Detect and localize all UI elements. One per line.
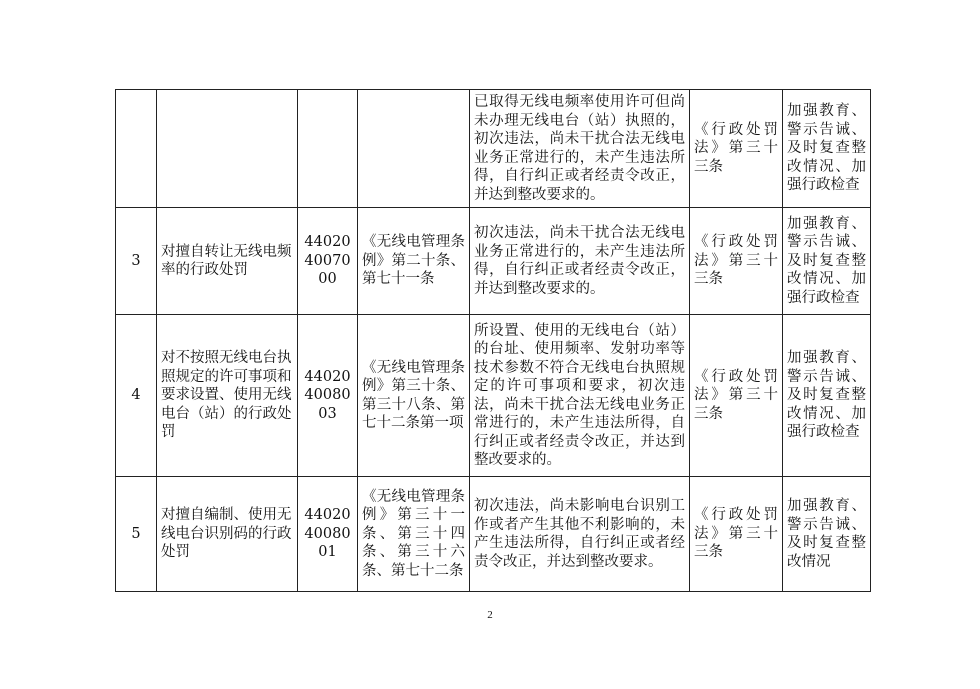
item-name xyxy=(157,90,298,208)
table-row xyxy=(116,315,871,477)
exemption-condition: 初次违法，尚未干扰合法无线电业务正常进行的，未产生违法所得，自行纠正或者经责令改正，并达到整改要求的。 xyxy=(470,208,690,315)
table-row xyxy=(116,208,871,315)
item-code: 440204007000 xyxy=(298,208,358,315)
exemption-basis: 《行政处罚法》第三十三条 xyxy=(690,208,783,315)
row-number: 5 xyxy=(116,477,157,592)
item-code: 440204008003 xyxy=(298,315,358,477)
table-row xyxy=(116,90,871,208)
supervision-measure: 加强教育、警示告诫、及时复查整改情况、加强行政检查 xyxy=(783,315,871,477)
exemption-condition: 已取得无线电频率使用许可但尚未办理无线电台（站）执照的，初次违法，尚未干扰合法无线电业务正常进行的，未产生违法所得，自行纠正或者经责令改正，并达到整改要求的。 xyxy=(470,90,690,208)
legal-basis: 《无线电管理条例》第二十条、第七十一条 xyxy=(358,208,470,315)
exemption-condition: 所设置、使用的无线电台（站）的台址、使用频率、发射功率等技术参数不符合无线电台执照规定的许可事项和要求，初次违法，尚未干扰合法无线电业务正常进行的，未产生违法所得，自行纠正或者经责令改正，并达到整改要求的。 xyxy=(470,315,690,477)
exemption-basis: 《行政处罚法》第三十三条 xyxy=(690,315,783,477)
supervision-measure: 加强教育、警示告诫、及时复查整改情况、加强行政检查 xyxy=(783,90,871,208)
penalty-table xyxy=(115,89,871,592)
exemption-condition: 初次违法，尚未影响电台识别工作或者产生其他不利影响的，未产生违法所得，自行纠正或者经责令改正，并达到整改要求。 xyxy=(470,477,690,592)
page-number: 2 xyxy=(487,609,493,621)
row-number xyxy=(116,90,157,208)
item-name: 对擅自转让无线电频率的行政处罚 xyxy=(157,208,298,315)
item-name: 对不按照无线电台执照规定的许可事项和要求设置、使用无线电台（站）的行政处罚 xyxy=(157,315,298,477)
item-name: 对擅自编制、使用无线电台识别码的行政处罚 xyxy=(157,477,298,592)
supervision-measure: 加强教育、警示告诫、及时复查整改情况、加强行政检查 xyxy=(783,208,871,315)
row-number: 3 xyxy=(116,208,157,315)
legal-basis: 《无线电管理条例》第三十一条、第三十四条、第三十六条、第七十二条 xyxy=(358,477,470,592)
legal-basis: 《无线电管理条例》第三十条、第三十八条、第七十二条第一项 xyxy=(358,315,470,477)
item-code: 440204008001 xyxy=(298,477,358,592)
exemption-basis: 《行政处罚法》第三十三条 xyxy=(690,90,783,208)
item-code xyxy=(298,90,358,208)
table-row xyxy=(116,477,871,592)
row-number: 4 xyxy=(116,315,157,477)
exemption-basis: 《行政处罚法》第三十三条 xyxy=(690,477,783,592)
supervision-measure: 加强教育、警示告诫、及时复查整改情况 xyxy=(783,477,871,592)
legal-basis xyxy=(358,90,470,208)
